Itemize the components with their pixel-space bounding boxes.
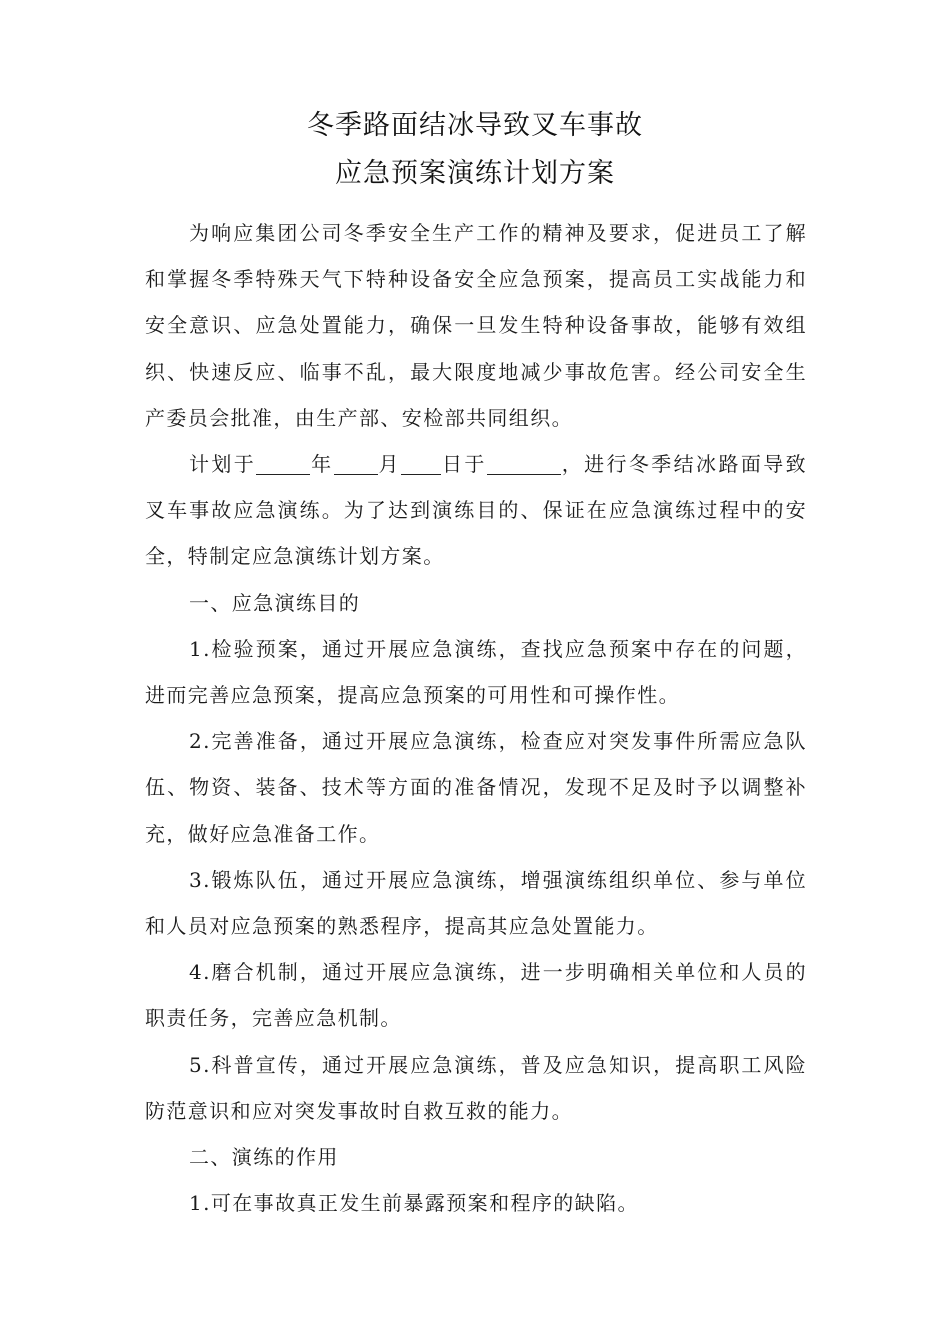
section2-heading: 二、演练的作用: [189, 1145, 339, 1170]
month-blank: [334, 450, 378, 475]
plan-paragraph: [145, 441, 807, 580]
section2-item: 1.可在事故真正发生前暴露预案和程序的缺陷。: [189, 1191, 639, 1216]
section1-item: 2.完善准备，通过开展应急演练，检查应对突发事件所需应急队伍、物资、装备、技术等方面的准备情况，发现不足及时予以调整补充，做好应急准备工作。: [145, 729, 807, 846]
section1-item: 4.磨合机制，通过开展应急演练，进一步明确相关单位和人员的职责任务，完善应急机制。: [145, 960, 807, 1031]
plan-day-label: 日于: [440, 452, 487, 477]
document-body: [145, 210, 807, 1226]
section1-heading: 一、应急演练目的: [189, 590, 361, 615]
document-title-line1: 冬季路面结冰导致叉车事故: [307, 110, 643, 141]
location-blank: [487, 450, 561, 475]
section1-item: 5.科普宣传，通过开展应急演练，普及应急知识，提高职工风险防范意识和应对突发事故时自救互救的能力。: [145, 1052, 807, 1123]
year-blank: [256, 450, 310, 475]
plan-rest: ，进行冬季结冰路面导致叉车事故应急演练。为了达到演练目的、保证在应急演练过程中的安全，特制定应急演练计划方案。: [145, 452, 808, 569]
intro-paragraph: 为响应集团公司冬季安全生产工作的精神及要求，促进员工了解和掌握冬季特殊天气下特种设备安全应急预案，提高员工实战能力和安全意识、应急处置能力，确保一旦发生特种设备事故，能够有效组织、快速反应、临事不乱，最大限度地减少事故危害。经公司安全生产委员会批准，由生产部、安检部共同组织。: [145, 221, 807, 430]
section1-item: 1.检验预案，通过开展应急演练，查找应急预案中存在的问题，进而完善应急预案，提高应急预案的可用性和可操作性。: [145, 636, 807, 708]
document-title-line2: 应急预案演练计划方案: [335, 158, 615, 189]
plan-year-label: 年: [310, 452, 334, 477]
section1-item: 3.锻炼队伍，通过开展应急演练，增强演练组织单位、参与单位和人员对应急预案的熟悉程序，提高其应急处置能力。: [145, 867, 807, 939]
day-blank: [401, 450, 441, 475]
plan-month-label: 月: [377, 452, 401, 477]
plan-prefix: 计划于: [189, 452, 257, 477]
